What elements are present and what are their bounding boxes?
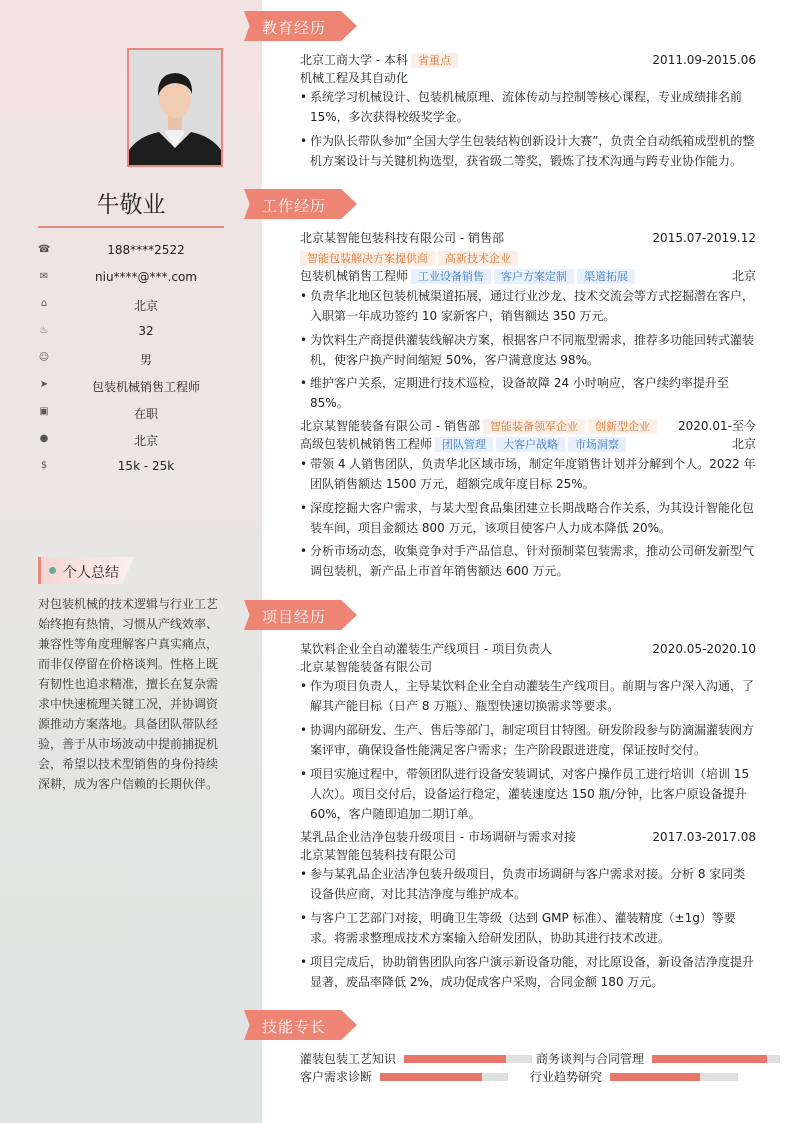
education-bullet: • 系统学习机械设计、包装机械原理、流体传动与控制等核心课程，专业成绩排名前15%，多次获得校级奖学金。 bbox=[300, 87, 756, 127]
education-school-row bbox=[300, 52, 756, 69]
contact-value: 北京 bbox=[133, 299, 158, 313]
contact-item bbox=[38, 295, 224, 315]
home-icon: ⌂ bbox=[40, 298, 48, 309]
mail-icon: ✉ bbox=[39, 271, 49, 282]
job-bullet: • 负责华北地区包装机械渠道拓展，通过行业沙龙、技术交流会等方式挖掘潜在客户，入职第一年成功签约 10 家新客户，销售额达 350 万元。 bbox=[300, 286, 756, 326]
section-education-header bbox=[244, 11, 357, 41]
company-tag: 智能装备领军企业 bbox=[483, 419, 585, 434]
skill-name: 商务谈判与合同管理 bbox=[536, 1052, 645, 1066]
project-dates: 2020.05-2020.10 bbox=[652, 642, 756, 656]
job-dates: 2015.07-2019.12 bbox=[652, 231, 756, 245]
contact-value: 男 bbox=[139, 353, 152, 367]
contact-item bbox=[38, 457, 224, 477]
job-title: 高级包装机械销售工程师 bbox=[300, 437, 433, 451]
contact-value: 在职 bbox=[133, 407, 158, 421]
location-pin-icon: ● bbox=[39, 433, 49, 444]
skill-name: 灌装包装工艺知识 bbox=[300, 1052, 397, 1066]
salary-icon: $ bbox=[40, 460, 48, 471]
contact-item bbox=[38, 403, 224, 423]
birthday-icon: ♨ bbox=[39, 325, 49, 336]
project-bullet: • 参与某乳品企业洁净包装升级项目，负责市场调研与客户需求对接。分析 8 家同类设备供应商，对比其洁净度与维护成本。 bbox=[300, 864, 756, 904]
contact-item bbox=[38, 376, 224, 396]
education-dates: 2011.09-2015.06 bbox=[652, 53, 756, 67]
job-title-row bbox=[300, 436, 756, 453]
skill-bar bbox=[652, 1055, 780, 1063]
project-bullet: • 作为项目负责人，主导某饮料企业全自动灌装生产线项目。前期与客户深入沟通，了解其产能目标（日产 8 万瓶）、瓶型快速切换需求等要求。 bbox=[300, 676, 756, 716]
contact-value: 188****2522 bbox=[107, 243, 185, 257]
section-title: 工作经历 bbox=[262, 197, 327, 215]
company-tag: 创新型企业 bbox=[588, 419, 657, 434]
candidate-name: 牛敬业 bbox=[96, 192, 166, 218]
school-name: 北京工商大学 - 本科 bbox=[300, 53, 408, 67]
company-tag: 智能包装解决方案提供商 bbox=[300, 251, 435, 266]
section-skills-header bbox=[244, 1010, 357, 1040]
education-major: 机械工程及其自动化 bbox=[300, 71, 409, 85]
job-title-row bbox=[300, 268, 756, 285]
section-title: 项目经历 bbox=[262, 608, 327, 626]
summary-title: 个人总结 bbox=[63, 565, 119, 581]
project-bullet: • 项目完成后，协助销售团队向客户演示新设备功能，对比原设备，新设备洁净度提升显著，废品率降低 2%，成功促成客户采购，合同金额 180 万元。 bbox=[300, 952, 756, 992]
project-org: 北京某智能装备有限公司 bbox=[300, 660, 433, 674]
contact-item bbox=[38, 430, 224, 450]
skill-bar bbox=[404, 1055, 532, 1063]
skill-bar bbox=[610, 1073, 738, 1081]
job-city: 北京 bbox=[731, 269, 756, 283]
contact-item bbox=[38, 268, 224, 288]
section-projects-header bbox=[244, 600, 357, 630]
contact-item bbox=[38, 241, 224, 261]
job-city: 北京 bbox=[731, 437, 756, 451]
job-title-tag: 大客户战略 bbox=[496, 437, 565, 452]
contact-value: 15k - 25k bbox=[117, 459, 175, 473]
job-bullet: • 深度挖掘大客户需求，与某大型食品集团建立长期战略合作关系，为其设计智能化包装车间，项目金额达 800 万元，该项目使客户人力成本降低 20%。 bbox=[300, 498, 756, 538]
job-company: 北京某智能装备有限公司 - 销售部 bbox=[300, 419, 480, 433]
job-company-tags bbox=[297, 250, 753, 267]
bullet-dot-icon bbox=[49, 567, 56, 574]
contact-value: niu****@***.com bbox=[95, 270, 197, 284]
contact-item bbox=[38, 349, 224, 369]
job-title-tag: 团队管理 bbox=[435, 437, 493, 452]
job-company: 北京某智能包装科技有限公司 - 销售部 bbox=[300, 231, 504, 245]
project-dates: 2017.03-2017.08 bbox=[652, 830, 756, 844]
job-title: 包装机械销售工程师 bbox=[300, 269, 409, 283]
project-title-row bbox=[300, 829, 756, 846]
section-title: 技能专长 bbox=[262, 1018, 327, 1036]
job-title-tag: 工业设备销售 bbox=[411, 269, 491, 284]
briefcase-icon: ▣ bbox=[39, 406, 49, 417]
job-title-tag: 客户方案定制 bbox=[494, 269, 574, 284]
education-bullet: • 作为队长带队参加“全国大学生包装结构创新设计大赛”，负责全自动纸箱成型机的整机方案设计与关键机构选型，获省级二等奖，锻炼了技术沟通与跨专业协作能力。 bbox=[300, 131, 756, 171]
job-bullet: • 维护客户关系，定期进行技术巡检，设备故障 24 小时响应，客户续约率提升至85%。 bbox=[300, 373, 756, 413]
skill-bar bbox=[380, 1073, 508, 1081]
job-bullet: • 为饮料生产商提供灌装线解决方案，根据客户不同瓶型需求，推荐多功能回转式灌装机，使客户换产时间缩短 50%，客户满意度达 98%。 bbox=[300, 330, 756, 370]
contact-item bbox=[38, 322, 224, 342]
project-name: 某饮料企业全自动灌装生产线项目 - 项目负责人 bbox=[300, 642, 552, 656]
job-company-row bbox=[300, 230, 756, 247]
skill-name: 客户需求诊断 bbox=[300, 1070, 373, 1084]
send-icon: ➤ bbox=[39, 379, 49, 390]
summary-text: 对包装机械的技术逻辑与行业工艺始终抱有热情，习惯从产线效率、兼容性等角度理解客户真实痛点，而非仅停留在价格谈判。性格上既有韧性也追求精准，擅长在复杂需求中快速梳理关键工况，并协调资源推动方案落地。具备团队带队经验，善于从市场波动中提前捕捉机会，希望以技术型销售的身份持续深耕，成为客户信赖的长期伙伴。 bbox=[38, 597, 219, 791]
project-name: 某乳品企业洁净包装升级项目 - 市场调研与需求对接 bbox=[300, 830, 576, 844]
contact-value: 包装机械销售工程师 bbox=[91, 380, 200, 394]
contact-value: 北京 bbox=[133, 434, 158, 448]
job-title-tag: 渠道拓展 bbox=[577, 269, 635, 284]
gender-icon: ☺ bbox=[38, 352, 50, 363]
job-title-tag: 市场洞察 bbox=[568, 437, 626, 452]
job-company-row bbox=[300, 418, 756, 435]
job-bullet: • 带领 4 人销售团队，负责华北区域市场，制定年度销售计划并分解到个人。2022 年团队销售额达 1500 万元，超额完成年度目标 25%。 bbox=[300, 454, 756, 494]
profile-photo bbox=[127, 48, 223, 167]
contact-value: 32 bbox=[138, 324, 154, 338]
job-bullet: • 分析市场动态，收集竞争对手产品信息，针对预制菜包装需求，推动公司研发新型气调包装机，新产品上市首年销售额达 600 万元。 bbox=[300, 541, 756, 581]
summary-header bbox=[38, 557, 134, 584]
skill-name: 行业趋势研究 bbox=[530, 1070, 603, 1084]
name-divider bbox=[38, 226, 224, 228]
project-bullet: • 与客户工艺部门对接，明确卫生等级（达到 GMP 标准）、灌装精度（±1g）等要求。将需求整理成技术方案输入给研发团队，协助其进行技术改进。 bbox=[300, 908, 756, 948]
section-title: 教育经历 bbox=[262, 19, 327, 37]
project-bullet: • 协调内部研发、生产、售后等部门，制定项目甘特图。研发阶段参与防滴漏灌装阀方案评审，确保设备性能满足客户需求；生产阶段跟进进度，保证按时交付。 bbox=[300, 720, 756, 760]
project-bullet: • 项目实施过程中，带领团队进行设备安装调试，对客户操作员工进行培训（培训 15 人次）。项目交付后，设备运行稳定，灌装速度达 150 瓶/分钟，比客户原设备提升 60%，客户随即追加二期订单。 bbox=[300, 764, 756, 824]
project-org: 北京某智能包装科技有限公司 bbox=[300, 848, 457, 862]
company-tag: 高新技术企业 bbox=[438, 251, 518, 266]
school-tag: 省重点 bbox=[411, 53, 458, 68]
phone-icon: ☎ bbox=[38, 244, 51, 255]
project-title-row bbox=[300, 641, 756, 658]
job-dates: 2020.01-至今 bbox=[678, 419, 756, 433]
section-work-header bbox=[244, 189, 357, 219]
